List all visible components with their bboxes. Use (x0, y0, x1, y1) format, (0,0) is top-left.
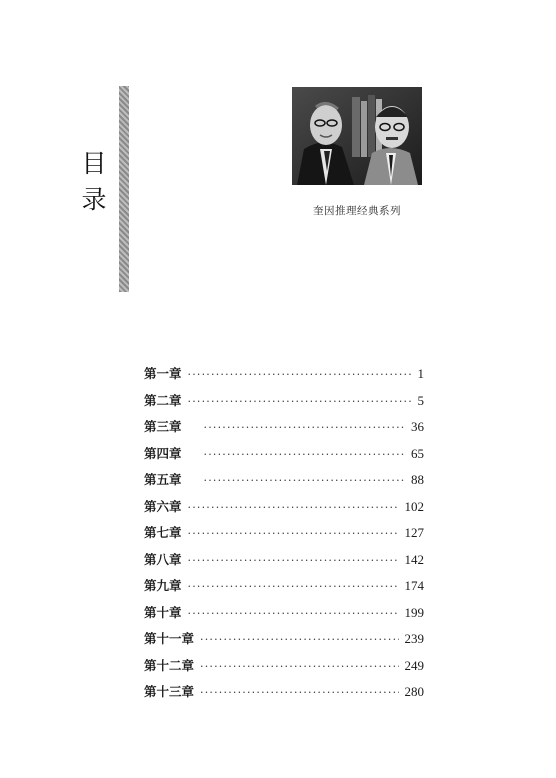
toc-chapter-label: 第七章 (144, 525, 182, 540)
toc-leader-dots (200, 660, 398, 673)
toc-page-number: 1 (417, 366, 424, 381)
toc-entry[interactable] (144, 603, 424, 630)
toc-leader-dots (200, 686, 398, 699)
title-char-2: 录 (81, 185, 107, 214)
toc-page-number: 65 (411, 445, 424, 461)
author-photo (292, 87, 422, 185)
toc-entry[interactable] (144, 470, 424, 497)
title-char-1: 目 (81, 149, 107, 178)
toc-page-number: 5 (417, 392, 424, 408)
toc-leader-dots (188, 501, 399, 514)
toc-leader-dots (188, 368, 412, 381)
toc-entry[interactable] (144, 391, 424, 418)
toc-page-number: 280 (404, 684, 424, 699)
toc-page-number: 142 (404, 551, 424, 567)
toc-page-number: 199 (404, 604, 424, 620)
toc-chapter-label: 第五章 (144, 472, 182, 487)
toc-chapter-label: 第九章 (144, 578, 182, 593)
toc-entry[interactable] (144, 682, 424, 709)
toc-leader-dots (188, 554, 399, 567)
toc-chapter-label: 第三章 (144, 419, 182, 434)
toc-chapter-label: 第十章 (144, 604, 182, 620)
toc-page-number: 239 (404, 631, 424, 646)
toc-chapter-label: 第四章 (144, 445, 182, 461)
toc-leader-dots (204, 448, 405, 461)
toc-leader-dots (204, 421, 405, 434)
toc-chapter-label: 第十三章 (144, 684, 195, 699)
toc-entry[interactable] (144, 444, 424, 471)
toc-leader-dots (188, 527, 399, 540)
toc-entry[interactable] (144, 550, 424, 577)
table-of-contents (144, 364, 424, 709)
toc-entry[interactable] (144, 497, 424, 524)
toc-entry[interactable] (144, 576, 424, 603)
toc-entry[interactable] (144, 417, 424, 444)
toc-page-number: 127 (404, 525, 424, 540)
toc-leader-dots (188, 580, 399, 593)
toc-leader-dots (188, 607, 399, 620)
toc-page-number: 36 (411, 419, 424, 434)
page-title (80, 146, 108, 218)
toc-chapter-label: 第二章 (144, 392, 182, 408)
toc-chapter-label: 第一章 (144, 366, 182, 381)
toc-leader-dots (188, 395, 412, 408)
toc-page-number: 102 (404, 498, 424, 514)
decorative-side-bar (119, 86, 129, 292)
toc-chapter-label: 第八章 (144, 551, 182, 567)
toc-page-number: 249 (404, 657, 424, 673)
toc-leader-dots (204, 474, 405, 487)
toc-entry[interactable] (144, 629, 424, 656)
toc-chapter-label: 第十二章 (144, 657, 195, 673)
toc-chapter-label: 第十一章 (144, 631, 195, 646)
series-caption: 奎因推理经典系列 (313, 205, 401, 217)
toc-entry[interactable] (144, 364, 424, 391)
toc-leader-dots (200, 633, 398, 646)
toc-entry[interactable] (144, 523, 424, 550)
toc-page-number: 88 (411, 472, 424, 487)
toc-entry[interactable] (144, 656, 424, 683)
toc-chapter-label: 第六章 (144, 498, 182, 514)
toc-page-number: 174 (404, 578, 424, 593)
author-photo-illustration (292, 87, 422, 185)
